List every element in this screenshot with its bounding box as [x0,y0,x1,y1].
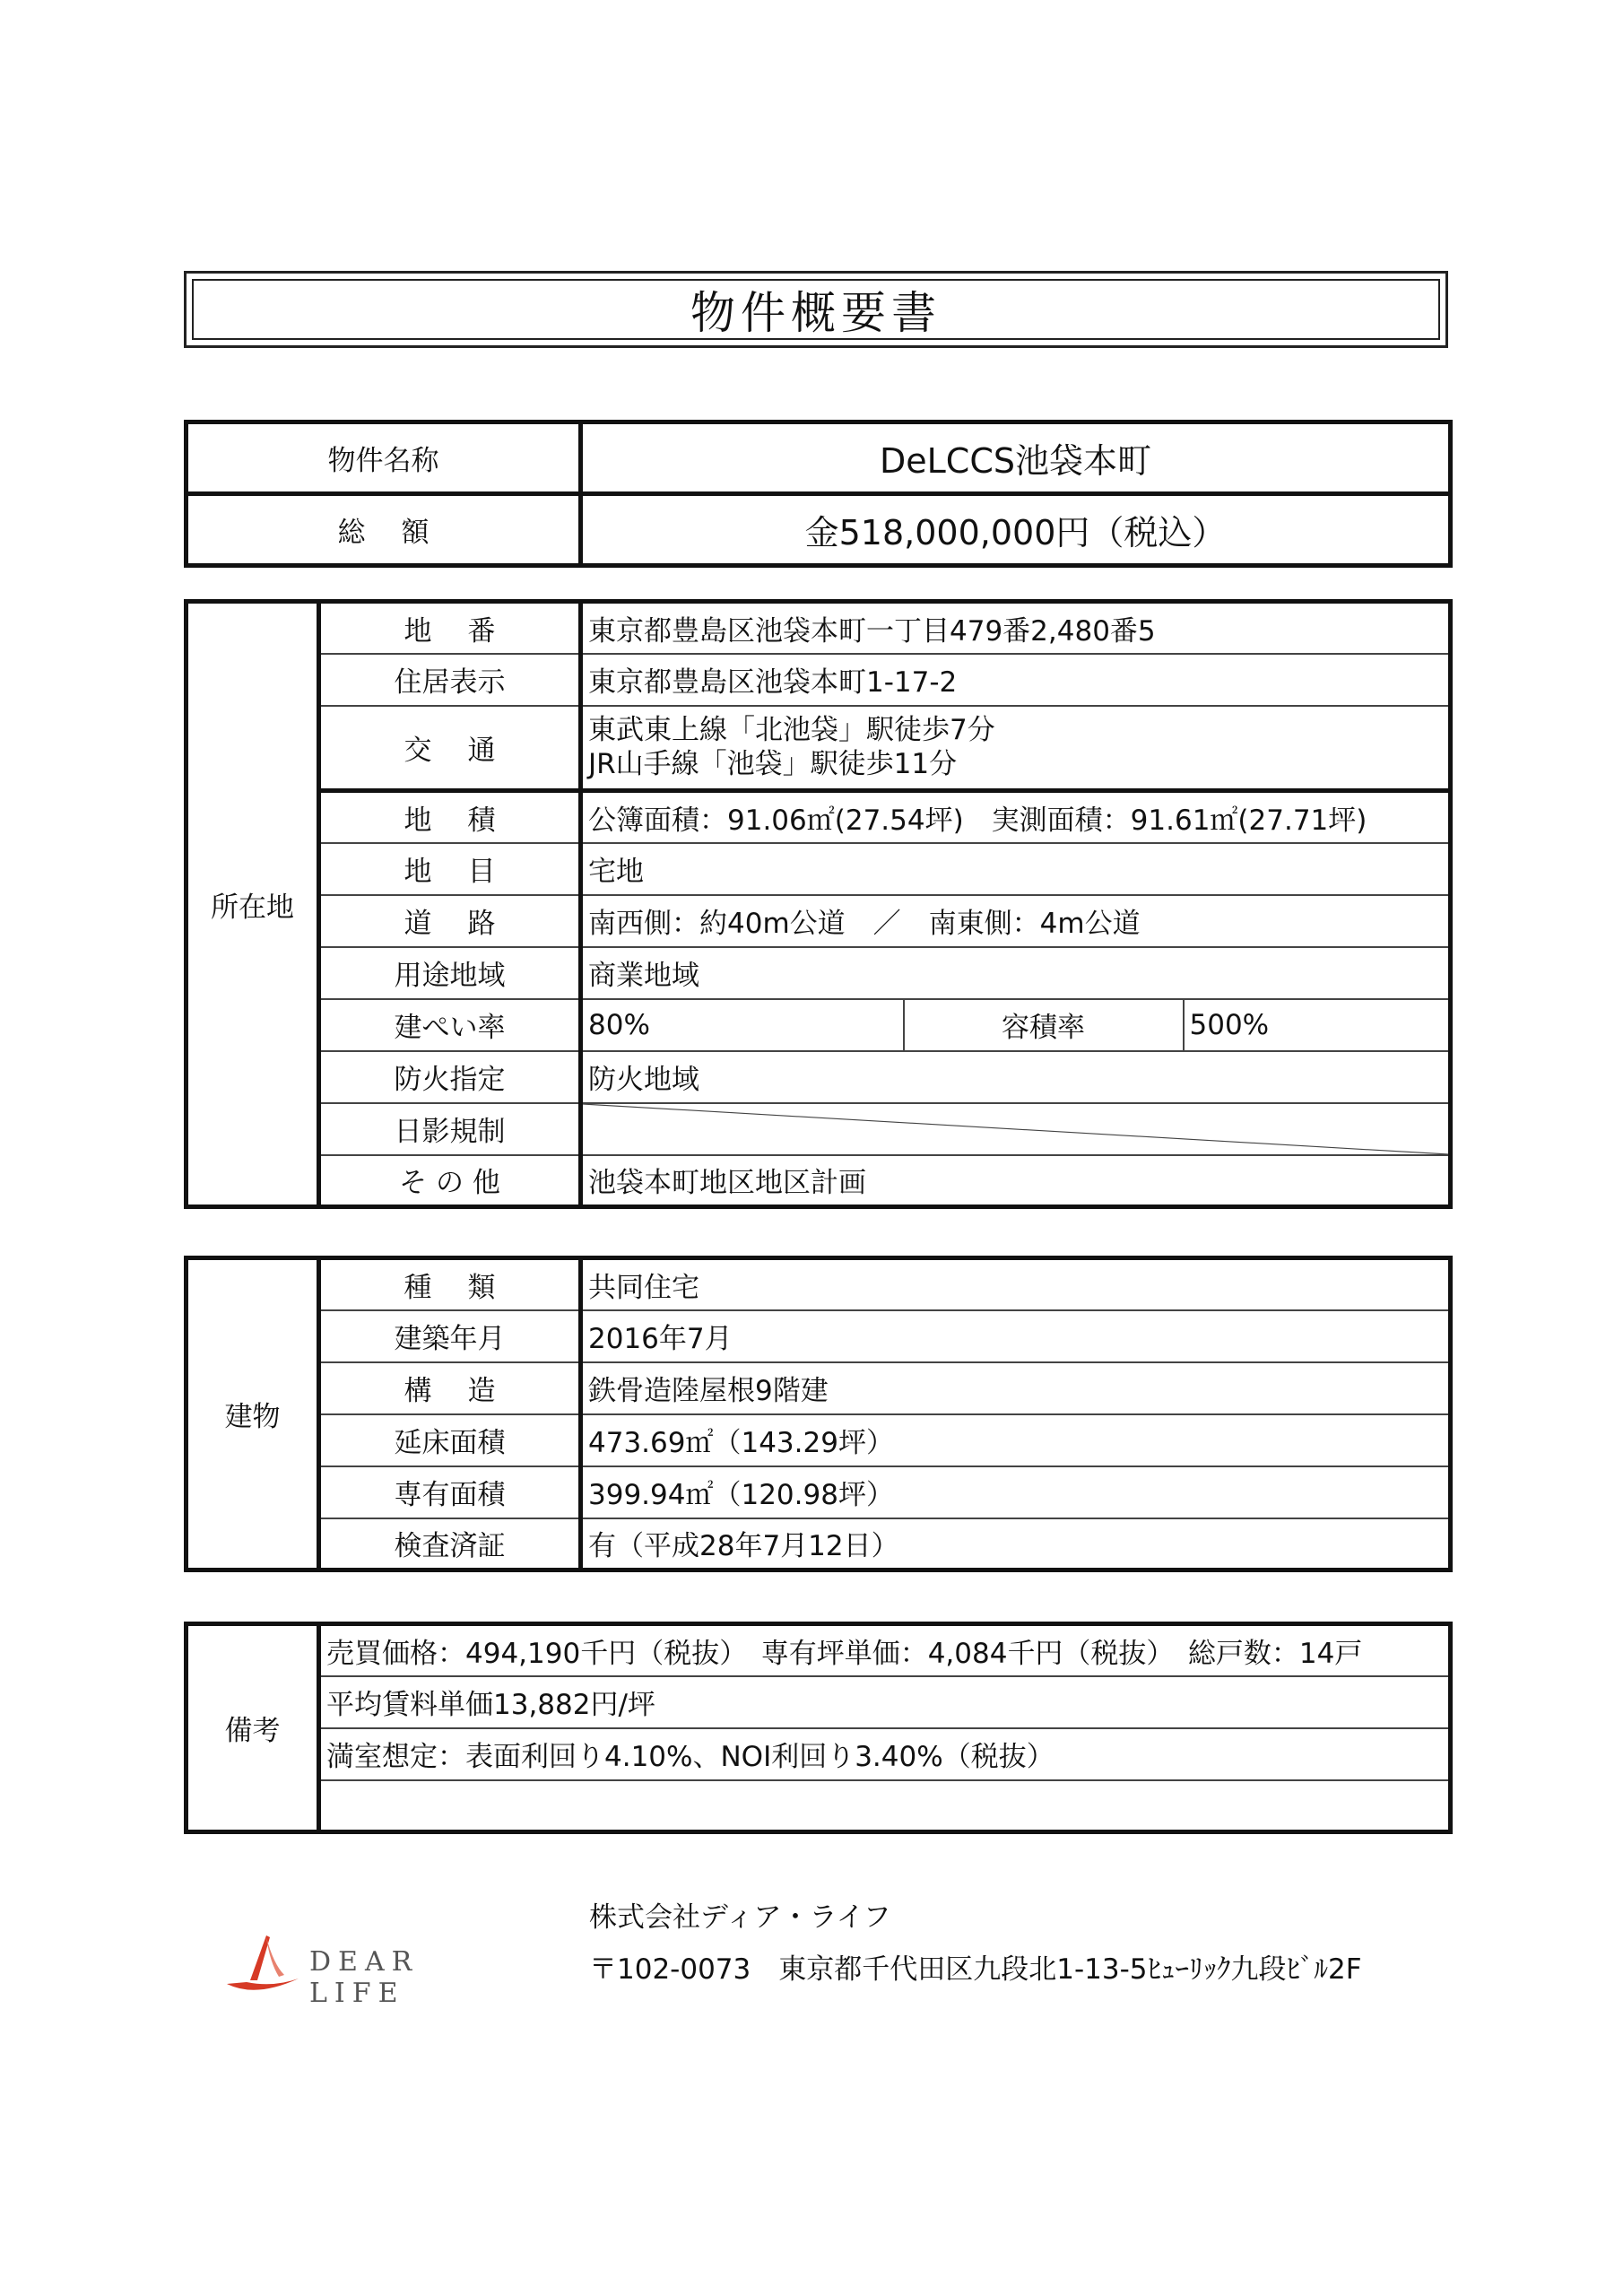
row-label: 地番 [319,602,581,654]
row-value: 宅地 [581,843,1451,895]
row-label: 日影規制 [319,1103,581,1155]
row-value: 共同住宅 [581,1258,1451,1310]
coverage-value: 80% [581,999,904,1051]
location-table [184,599,1453,1209]
row-label: 交通 [319,706,581,791]
remarks-line [319,1780,1451,1832]
remarks-line: 満室想定：表面利回り4.10%、NOI利回り3.40%（税抜） [319,1728,1451,1780]
row-value: 公簿面積：91.06㎡(27.54坪) 実測面積：91.61㎡(27.71坪) [581,791,1451,843]
remarks-table [184,1622,1453,1834]
company-address: 〒102-0073 東京都千代田区九段北1-13-5ﾋｭｰﾘｯｸ九段ﾋﾞﾙ2F [589,1953,1362,1986]
row-value: 鉄骨造陸屋根9階建 [581,1362,1451,1414]
transit-line-2: JR山手線「池袋」駅徒歩11分 [588,748,958,781]
row-label: 建築年月 [319,1310,581,1362]
far-value: 500% [1184,999,1451,1051]
company-name: 株式会社ディア・ライフ [589,1901,891,1934]
row-label: 用途地域 [319,947,581,999]
far-label: 容積率 [904,999,1184,1051]
row-value: 399.94㎡（120.98坪） [581,1466,1451,1518]
name-value: DeLCCS池袋本町 [581,422,1451,494]
location-group-label: 所在地 [187,602,319,1207]
title-box [184,271,1448,348]
building-group-label: 建物 [187,1258,319,1570]
row-label: そ の 他 [319,1155,581,1207]
row-value: 防火地域 [581,1051,1451,1103]
transit-line-1: 東武東上線「北池袋」駅徒歩7分 [588,714,995,747]
row-value: 商業地域 [581,947,1451,999]
row-value [581,706,1451,791]
row-label: 専有面積 [319,1466,581,1518]
row-value: 東京都豊島区池袋本町1-17-2 [581,654,1451,706]
row-value: 有（平成28年7月12日） [581,1518,1451,1570]
empty-diagonal-cell [581,1103,1451,1155]
row-value: 2016年7月 [581,1310,1451,1362]
row-label: 種類 [319,1258,581,1310]
row-label: 地積 [319,791,581,843]
logo-text: DEAR LIFE [309,1946,420,2009]
row-label: 延床面積 [319,1414,581,1466]
company-logo [220,1928,525,2009]
diagonal-line [583,1104,1448,1154]
remarks-group-label: 備考 [187,1624,319,1832]
row-label: 建ぺい率 [319,999,581,1051]
logo-mark-icon [220,1928,300,2000]
total-value: 金518,000,000円（税込） [581,494,1451,566]
row-label: 防火指定 [319,1051,581,1103]
building-table [184,1256,1453,1572]
row-label: 道路 [319,895,581,947]
row-label: 住居表示 [319,654,581,706]
summary-table [184,420,1453,568]
row-label: 地目 [319,843,581,895]
page-title: 物件概要書 [192,279,1440,340]
row-value: 473.69㎡（143.29坪） [581,1414,1451,1466]
row-label: 構造 [319,1362,581,1414]
row-label: 検査済証 [319,1518,581,1570]
row-value: 東京都豊島区池袋本町一丁目479番2,480番5 [581,602,1451,654]
total-label: 総額 [187,494,581,566]
remarks-line: 売買価格：494,190千円（税抜） 専有坪単価：4,084千円（税抜） 総戸数：14戸 [319,1624,1451,1676]
remarks-line: 平均賃料単価13,882円/坪 [319,1676,1451,1728]
row-value: 南西側：約40m公道 ／ 南東側：4m公道 [581,895,1451,947]
row-value: 池袋本町地区地区計画 [581,1155,1451,1207]
name-label: 物件名称 [187,422,581,494]
